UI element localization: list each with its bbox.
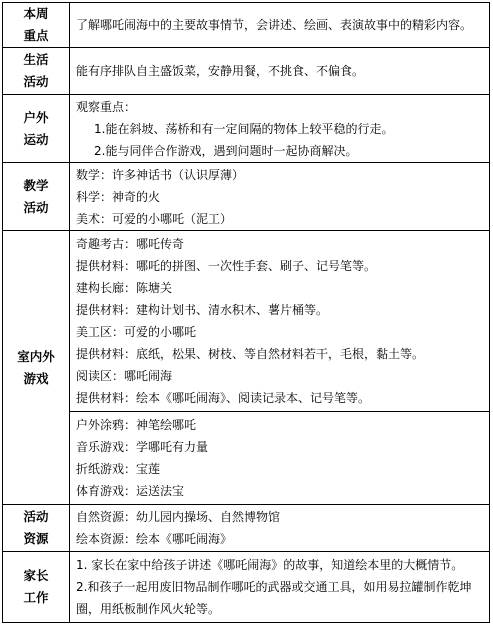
header-resources	[3, 505, 70, 552]
text-line: 1. 家长在家中给孩子讲述《哪吒闹海》的故事，知道绘本里的大概情节。	[76, 558, 464, 572]
row-resources	[3, 505, 490, 552]
row-weekly-focus	[3, 3, 490, 48]
content-weekly-focus	[70, 3, 490, 48]
text-line: 提供材料：建构计划书、清水积木、薯片桶等。	[76, 303, 329, 317]
text-line: 2.能与同伴合作游戏，遇到问题时一起协商解决。	[94, 143, 358, 158]
row-outdoor-sports	[3, 95, 490, 163]
text-line: 建构长廊：陈塘关	[76, 281, 173, 295]
outdoor-games	[70, 411, 489, 504]
text-line: 数学：许多神话书（认识厚薄）	[76, 167, 245, 182]
weekly-plan-document	[2, 2, 490, 623]
header-line: 活动	[23, 199, 49, 215]
content-parent-work	[70, 552, 490, 623]
text-line: 折纸游戏：宝莲	[76, 462, 161, 476]
header-line: 运动	[23, 131, 49, 147]
content-games	[70, 231, 490, 505]
header-line: 活动	[23, 509, 49, 524]
header-line: 生活	[23, 52, 49, 67]
header-line: 游戏	[23, 370, 49, 386]
text-line: 科学：神奇的火	[76, 189, 161, 204]
indoor-area-games	[76, 231, 483, 411]
header-line: 重点	[23, 28, 49, 43]
text-line: 户外涂鸦：神笔绘哪吒	[76, 418, 197, 432]
text-line: 音乐游戏：学哪吒有力量	[76, 440, 209, 454]
text-line: 提供材料：底纸，松果、树枝、等自然材料若干，毛根，黏土等。	[76, 347, 425, 361]
text-line: 提供材料：绘本《哪吒闹海》、阅读记录本、记号笔等。	[76, 391, 371, 405]
header-games	[3, 231, 70, 505]
text-line: 绘本资源：绘本《哪吒闹海》	[76, 532, 233, 546]
row-life-activity	[3, 48, 490, 95]
header-line: 家长	[23, 568, 49, 583]
header-line: 教学	[23, 177, 49, 193]
header-line: 活动	[23, 74, 49, 89]
header-line: 本周	[23, 6, 49, 21]
header-life-activity	[3, 48, 70, 95]
text-line: 提供材料：哪吒的拼图、一次性手套、刷子、记号笔等。	[76, 259, 377, 273]
text-line: 自然资源：幼儿园内操场、自然博物馆	[76, 510, 281, 524]
header-line: 工作	[23, 590, 49, 605]
header-line: 户外	[23, 109, 49, 125]
row-teaching-activity	[3, 163, 490, 231]
text-line: 2.和孩子一起用废旧物品制作哪吒的武器或交通工具，如用易拉罐制作乾坤圈，用纸板制作风火轮等。	[76, 580, 472, 616]
text-line: 1.能在斜坡、荡桥和有一定间隔的物体上较平稳的行走。	[94, 121, 394, 136]
header-line: 室内外	[17, 348, 55, 364]
weekly-plan-table	[2, 2, 490, 623]
row-parent-work	[3, 552, 490, 623]
text-line: 了解哪吒闹海中的主要故事情节，会讲述、绘画、表演故事中的精彩内容。	[76, 18, 473, 32]
content-outdoor-sports	[70, 95, 490, 163]
text-line: 体育游戏：运送法宝	[76, 484, 185, 498]
header-parent-work	[3, 552, 70, 623]
header-teaching-activity	[3, 163, 70, 231]
content-life-activity	[70, 48, 490, 95]
content-resources	[70, 505, 490, 552]
text-line: 奇趣考古：哪吒传奇	[76, 237, 185, 251]
header-weekly-focus	[3, 3, 70, 48]
text-line: 阅读区：哪吒闹海	[76, 369, 173, 383]
content-teaching-activity	[70, 163, 490, 231]
header-line: 资源	[23, 531, 49, 546]
header-outdoor-sports	[3, 95, 70, 163]
text-line: 观察重点：	[76, 99, 137, 114]
text-line: 美工区：可爱的小哪吒	[76, 325, 197, 339]
text-line: 美术：可爱的小哪吒（泥工）	[76, 211, 233, 226]
row-games	[3, 231, 490, 505]
text-line: 能有序排队自主盛饭菜，安静用餐，不挑食、不偏食。	[76, 64, 365, 78]
